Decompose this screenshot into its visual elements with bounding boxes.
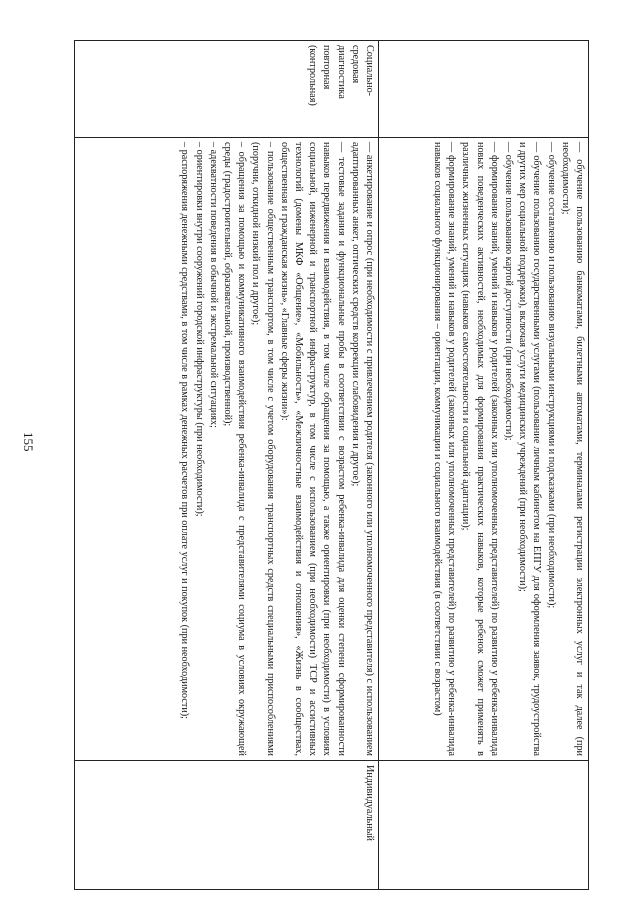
service-form: Индивидуальный [364,765,375,841]
form-cell [75,761,379,890]
page-number: 155 [21,432,36,452]
table-row [75,41,379,890]
service-name-cell [379,41,589,138]
content-line: – пользование общественным транспортом, в том числе с учетом оборудования транспортных средств специальными приспособлениями (поручни, откидной низкий пол и другое); [250,142,276,756]
content-line: — анкетирование и опрос (при необходимости с привлечением родителя (законного или уполномоченного представителя) с использованием адаптированных анкет, оптических средств коррекции слабовидения и другое); [349,142,375,756]
content-line: – адекватности поведения в обычной и экстремальной ситуациях; [207,142,219,428]
content-line: — формирование знаний, умений и навыков у родителей (законных или уполномоченных представителей) по развитию у ребенка-инвалида навыков социального функционирования – ориентации, коммуникации и социального взаимодействия (в соответствии с возрастом) [431,142,458,756]
content-line: — обучение пользованию банкоматами, билетными автоматами, терминалами регистрации электронных услуг и так далее (при необходимости); [559,142,585,756]
form-cell [379,761,589,890]
service-content-cell [75,138,379,761]
services-table [74,40,589,890]
rotated-table-region [74,40,589,890]
content-line: – обращения за помощью и коммуникативного взаимодействия ребенка-инвалида с представителями социума в условиях окружающей среды (градостроительной, образовательной, производственной); [221,142,248,756]
content-line: – ориентировки внутри сооружений городской инфраструктуры (при необходимости); [193,142,205,517]
service-content-cell [379,138,589,761]
content-line: – распоряжения денежными средствами, в том числе в рамках денежных расчетов при оплате услуг и покупок (при необходимости); [179,142,191,720]
table-row [379,41,589,890]
content-line: — тестовые задания и функциональные пробы в соответствии с возрастом ребенка-инвалида для оценки степени сформированности навыков передвижения и взаимодействия, в том числе обращения за помощью, а также ориентировки (при необходимости) в условиях социальной, инженерной и транспортной инфраструктур, в том числе с использованием (при необходимости) ТСР и ассистивных технологий (домены МКФ «Общение», «Мобильность», «Межличностные взаимодействия и отношения», «Жизнь в сообществах, общественная и гражданская жизнь», «Главные сферы жизни»): [278,142,347,756]
content-line: — обучение пользованию картой доступности (при необходимости); [502,142,514,441]
content-line: — формирование знаний, умений и навыков у родителей (законных или уполномоченных представителей) по развитию у ребенка-инвалида новых поведенческих активностей, необходимых для формирования практических навыков, которые ребенок сможет применять в различных жизненных ситуациях (навыков самостоятельности и социальной адаптации); [460,142,500,756]
content-line: — обучение составлению и пользованию визуальными инструкциями и подсказками (при необходимости); [545,142,557,609]
service-name-cell [75,41,379,138]
service-name: Социально-средовая диагностика повторная (контрольная) [307,45,375,106]
content-line: — обучение пользованию государственными услугами (пользование личным кабинетом на ЕПГУ для оформления заявок, трудоустройства и других мер социальной поддержки), включая услуги медицинских учреждений (при необходимости); [517,142,543,756]
